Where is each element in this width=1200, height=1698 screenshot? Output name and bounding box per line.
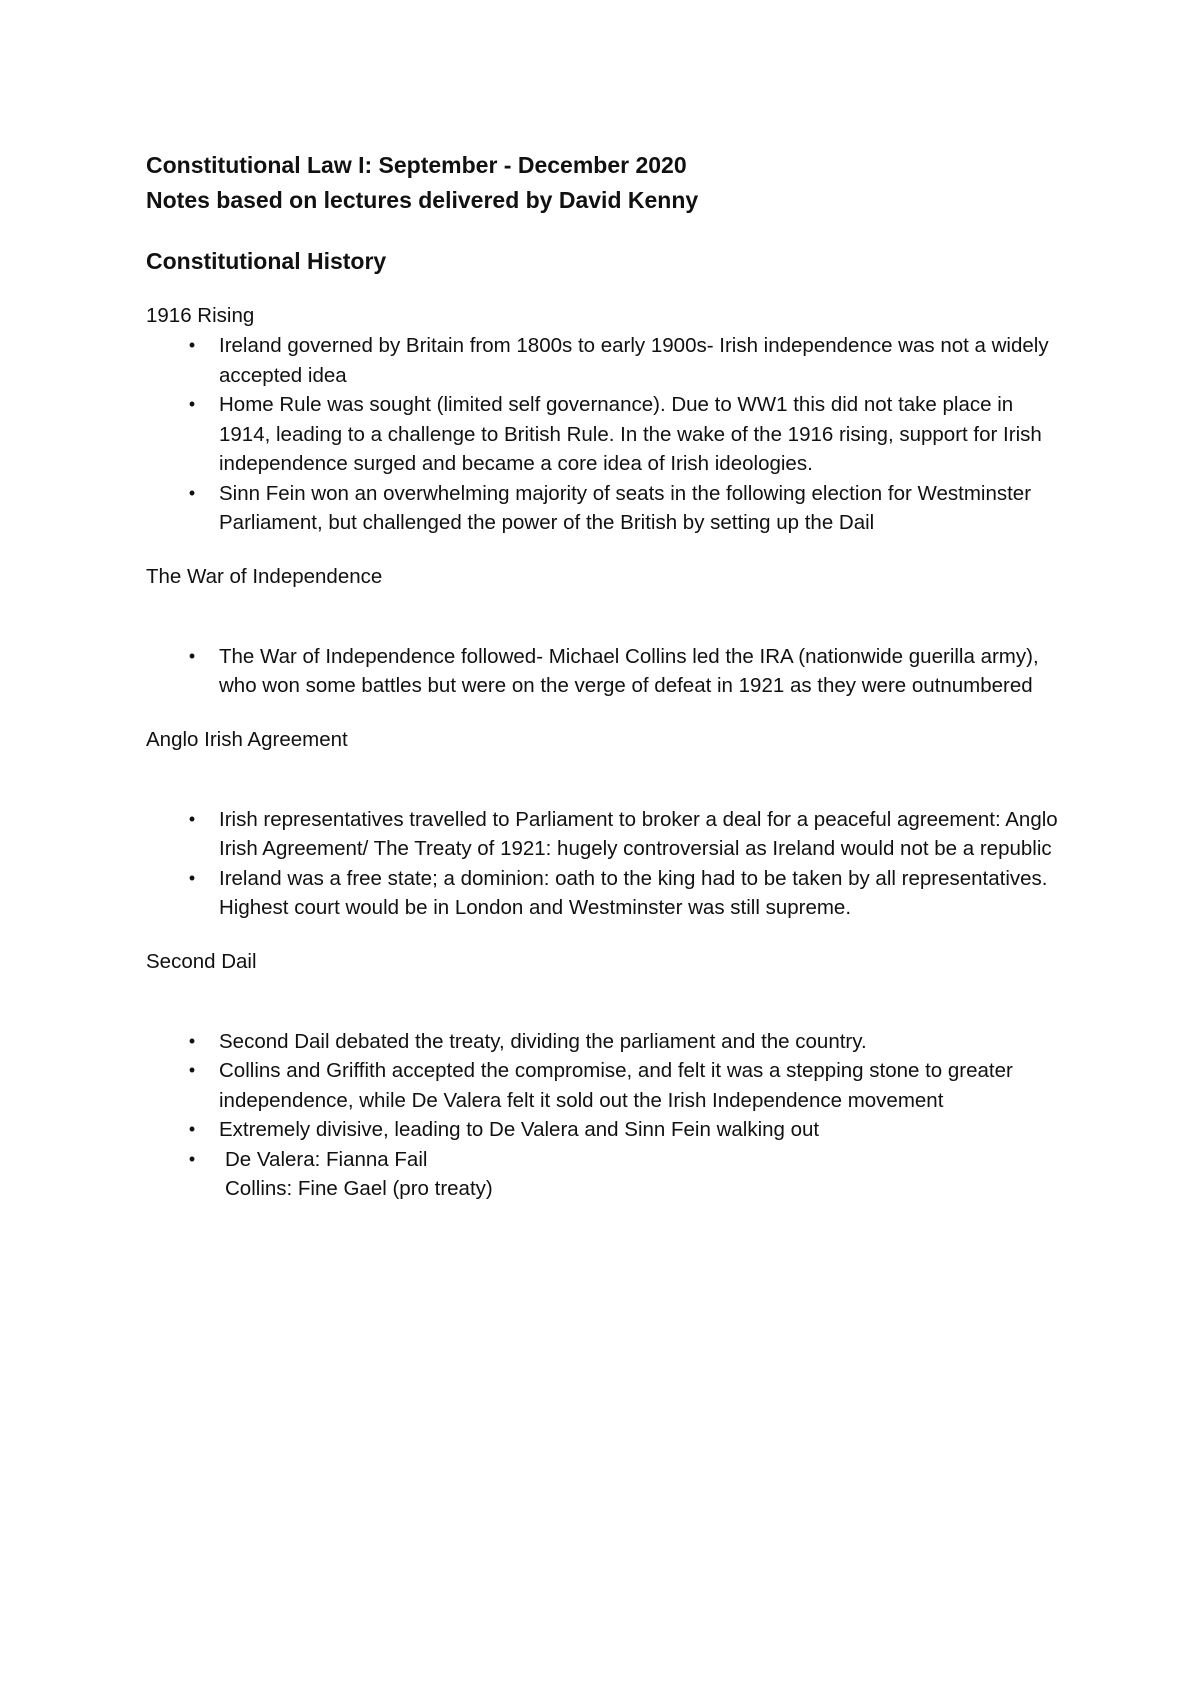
subheading-anglo-irish-agreement: Anglo Irish Agreement	[146, 727, 348, 751]
list-item	[146, 642, 1070, 701]
bullet-icon: •	[188, 394, 196, 414]
bullet-list-second-dail	[146, 1027, 1070, 1204]
subheading-second-dail: Second Dail	[146, 949, 257, 973]
list-item	[146, 1145, 1070, 1204]
list-item	[146, 331, 1070, 390]
bullet-icon: •	[188, 1119, 196, 1139]
list-item	[146, 864, 1070, 923]
list-item-text: Ireland was a free state; a dominion: oath to the king had to be taken by all representatives. Highest court would be in London and Westminster was still supreme.	[219, 866, 1048, 919]
bullet-icon: •	[188, 1148, 196, 1169]
list-item-text: Home Rule was sought (limited self governance). Due to WW1 this did not take place in 1914, leading to a challenge to British Rule. In the wake of the 1916 rising, support for Irish independence surged and became a core idea of Irish ideologies.	[219, 393, 1042, 475]
list-item	[146, 479, 1070, 538]
list-item-text: The War of Independence followed- Michael Collins led the IRA (nationwide guerilla army), who won some battles but were on the verge of defeat in 1921 as they were outnumbered	[219, 644, 1039, 697]
list-item-text-party-de-valera: De Valera: Fianna Fail	[225, 1147, 428, 1171]
list-item-text: Sinn Fein won an overwhelming majority of seats in the following election for Westminster Parliament, but challenged the power of the British by setting up the Dail	[219, 481, 1032, 534]
subheading-1916-rising: 1916 Rising	[146, 304, 255, 327]
list-item	[146, 1056, 1070, 1115]
list-item	[146, 1115, 1070, 1145]
document-subtitle: Notes based on lectures delivered by David Kenny	[146, 187, 699, 213]
list-item-text: Extremely divisive, leading to De Valera and Sinn Fein walking out	[219, 1118, 820, 1141]
bullet-icon: •	[188, 1060, 196, 1080]
list-item-text: Collins and Griffith accepted the compromise, and felt it was a stepping stone to greater independence, while De Valera felt it sold out the Irish Independence movement	[219, 1059, 1013, 1112]
list-item	[146, 805, 1070, 864]
list-item	[146, 390, 1070, 479]
bullet-icon: •	[188, 645, 196, 666]
list-item-text-party-collins: Collins: Fine Gael (pro treaty)	[225, 1177, 493, 1200]
bullet-icon: •	[188, 1030, 196, 1051]
bullet-icon: •	[188, 867, 196, 888]
list-item-text: Second Dail debated the treaty, dividing the parliament and the country.	[219, 1029, 867, 1053]
list-item-text: Irish representatives travelled to Parliament to broker a deal for a peaceful agreement: Anglo Irish Agreement/ The Treaty of 1921: hugely controversial as Ireland would not be a republic	[219, 807, 1058, 860]
bullet-list-1916-rising	[146, 331, 1070, 538]
bullet-icon: •	[188, 808, 196, 829]
bullet-icon: •	[188, 335, 196, 355]
subheading-war-of-independence: The War of Independence	[146, 564, 383, 588]
bullet-list-anglo-irish-agreement	[146, 805, 1070, 923]
list-item-text: Ireland governed by Britain from 1800s to early 1900s- Irish independence was not a widely accepted idea	[219, 334, 1049, 387]
bullet-icon: •	[188, 482, 196, 503]
document-title: Constitutional Law I: September - December 2020	[146, 152, 687, 178]
section-heading-constitutional-history: Constitutional History	[146, 248, 387, 274]
list-item	[146, 1027, 1070, 1057]
bullet-list-war-of-independence	[146, 642, 1070, 701]
